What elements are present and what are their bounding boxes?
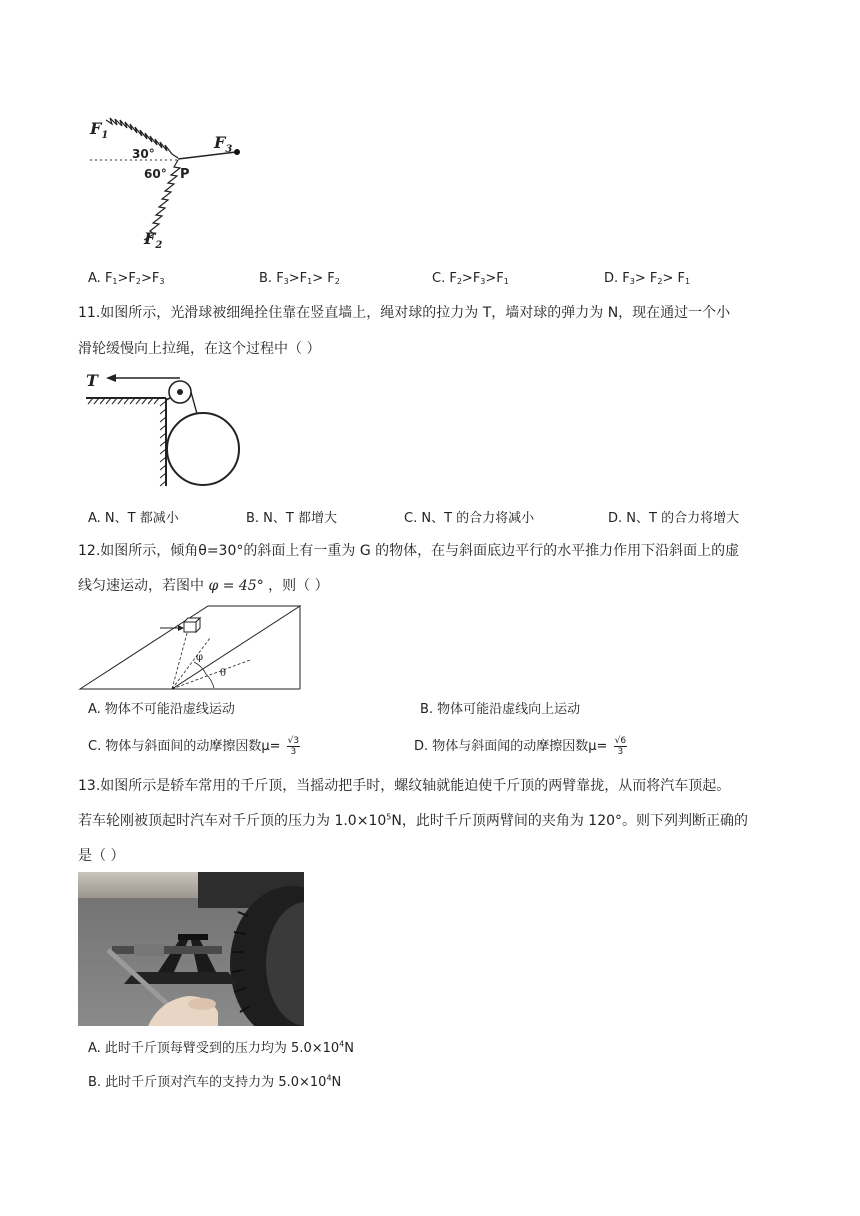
force-diagram-q10 xyxy=(84,112,254,254)
q13-stem-line3: 是（ ） xyxy=(78,848,125,864)
q13-option-a[interactable]: A. 此时千斤顶每臂受到的压力均为 $5.0\times 10^4N$ xyxy=(88,1039,354,1056)
q13-stem-line1: 13.如图所示是轿车常用的千斤顶，当摇动把手时，螺纹轴就能迫使千斤顶的两臂靠拢，从而将汽车顶起。 xyxy=(78,778,731,794)
q13-option-b[interactable]: B. 此时千斤顶对汽车的支持力为 $5.0\times 10^4N$ xyxy=(88,1073,342,1090)
q11-option-d[interactable]: D. N、T 的合力将增大 xyxy=(608,511,740,526)
point-p-label: P xyxy=(180,167,190,182)
q11-stem-line2: 滑轮缓慢向上拉绳，在这个过程中（ ） xyxy=(78,341,321,357)
q11-option-c[interactable]: C. N、T 的合力将减小 xyxy=(404,511,535,526)
q12-option-a[interactable]: A. 物体不可能沿虚线运动 xyxy=(88,702,235,717)
angle-30-label: 30° xyxy=(132,147,155,161)
theta-label: θ xyxy=(220,668,227,679)
q12-option-c[interactable]: C. 物体与斜面间的动摩擦因数μ= $\frac{√3}{3}$ xyxy=(88,736,300,757)
f2-label: $F_2$ xyxy=(144,229,163,251)
q10-option-c[interactable]: C. $F_2>F_3>F_1$ xyxy=(432,271,509,286)
q12-option-b[interactable]: B. 物体可能沿虚线向上运动 xyxy=(420,702,581,717)
f1-label: $F_1$ xyxy=(90,119,109,141)
q10-option-b[interactable]: B. $F_3>F_1> F_2$ xyxy=(259,271,340,286)
car-jack-photo xyxy=(78,872,304,1026)
angle-60-label: 60° xyxy=(144,167,167,181)
q12-stem-line2: 线匀速运动，若图中 φ = 45° ，则（ ） xyxy=(78,578,329,594)
fraction-sqrt6-over-3: $\frac{√6}{3}$ xyxy=(614,736,627,757)
fraction-sqrt3-over-3: $\frac{√3}{3}$ xyxy=(287,736,300,757)
q10-option-d[interactable]: D. $F_3> F_2> F_1$ xyxy=(604,271,691,286)
q11-stem-line1: 11.如图所示，光滑球被细绳拴住靠在竖直墙上，绳对球的拉力为 T，墙对球的弹力为 N，现在通过一个小 xyxy=(78,305,731,321)
pulley-ball-diagram-q11 xyxy=(84,370,254,490)
q13-stem-line2: 若车轮刚被顶起时汽车对千斤顶的压力为 $1.0\times 10^5N$，此时千斤顶两臂间的夹角为 120°。则下列判断正确的 xyxy=(78,812,749,829)
f3-label: $F_3$ xyxy=(214,133,233,155)
phi-label: φ xyxy=(196,652,204,663)
q10-option-a[interactable]: A. $F_1>F_2>F_3$ xyxy=(88,271,165,286)
tension-t-label: T xyxy=(86,371,98,390)
q12-stem-line1: 12.如图所示，倾角θ=30°的斜面上有一重为 G 的物体，在与斜面底边平行的水平推力作用下沿斜面上的虚 xyxy=(78,543,740,559)
incline-diagram-q12 xyxy=(78,600,304,692)
q11-option-b[interactable]: B. N、T 都增大 xyxy=(246,511,337,526)
q12-option-d[interactable]: D. 物体与斜面闻的动摩擦因数μ= $\frac{√6}{3}$ xyxy=(414,736,627,757)
q11-option-a[interactable]: A. N、T 都减小 xyxy=(88,511,179,526)
